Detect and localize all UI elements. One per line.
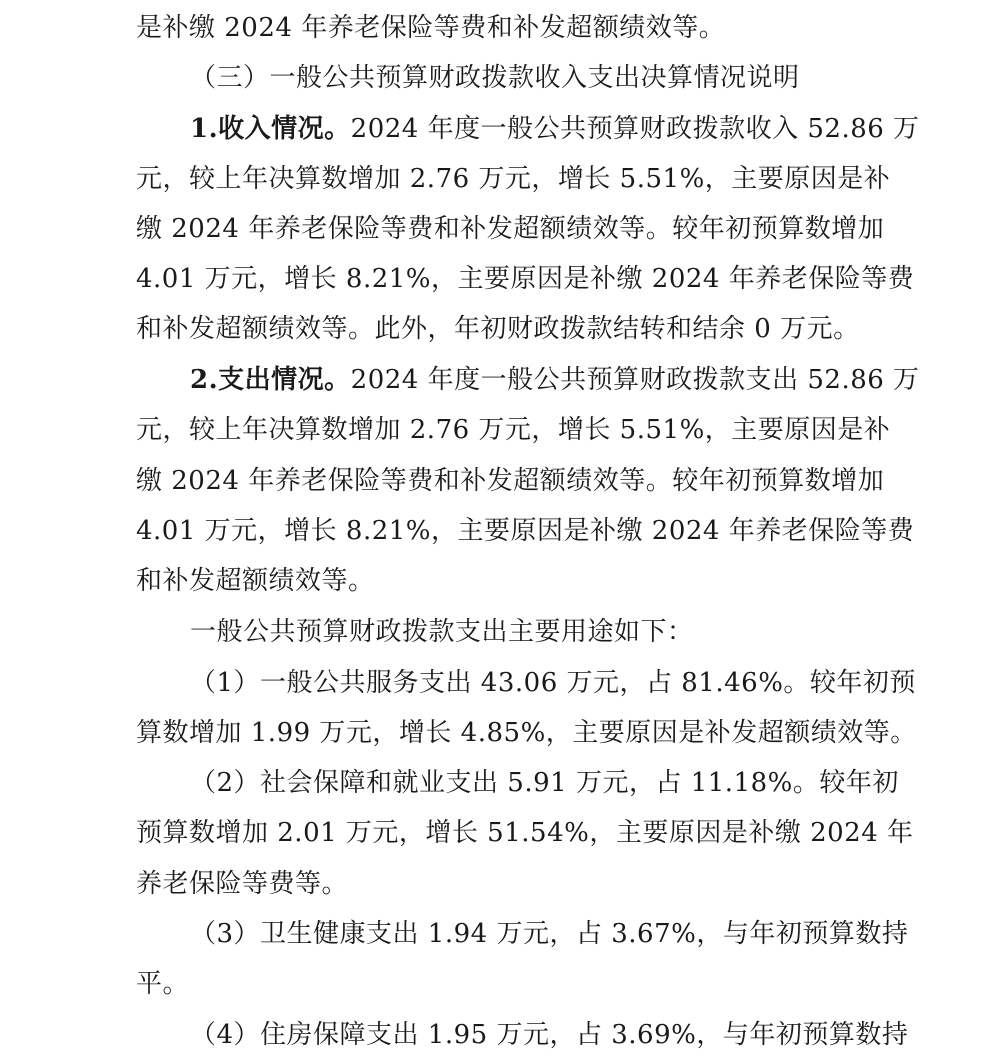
text-line: 4.01 万元，增长 8.21%，主要原因是补缴 2024 年养老保险等费 — [136, 264, 915, 294]
text-line: 和补发超额绩效等。此外，年初财政拨款结转和结余 0 万元。 — [136, 314, 860, 344]
text-line: 和补发超额绩效等。 — [136, 566, 375, 596]
text-line: 养老保险等费等。 — [136, 869, 349, 899]
subheading-income: 1.收入情况。 — [190, 114, 351, 144]
text-line: 一般公共预算财政拨款支出主要用途如下： — [190, 617, 694, 647]
text-line: 预算数增加 2.01 万元，增长 51.54%，主要原因是补缴 2024 年 — [136, 818, 914, 848]
text-run: 2024 年度一般公共预算财政拨款支出 52.86 万 — [350, 365, 920, 395]
text-line: （4）住房保障支出 1.95 万元，占 3.69%，与年初预算数持 — [190, 1020, 909, 1050]
text-line: 平。 — [136, 969, 190, 999]
text-line: 算数增加 1.99 万元，增长 4.85%，主要原因是补发超额绩效等。 — [136, 718, 917, 748]
text-line: 元，较上年决算数增加 2.76 万元，增长 5.51%，主要原因是补 — [136, 415, 891, 445]
text-line: 缴 2024 年养老保险等费和补发超额绩效等。较年初预算数增加 — [136, 466, 885, 496]
text-line: 缴 2024 年养老保险等费和补发超额绩效等。较年初预算数增加 — [136, 214, 885, 244]
text-line: 元，较上年决算数增加 2.76 万元，增长 5.51%，主要原因是补 — [136, 164, 891, 194]
text-line: （3）卫生健康支出 1.94 万元，占 3.67%，与年初预算数持 — [190, 919, 909, 949]
text-run: 2024 年度一般公共预算财政拨款收入 52.86 万 — [350, 114, 920, 144]
text-line: 是补缴 2024 年养老保险等费和补发超额绩效等。 — [136, 13, 726, 43]
paragraph-line — [190, 364, 920, 396]
subheading-expense: 2.支出情况。 — [190, 365, 351, 395]
paragraph-line — [190, 113, 920, 145]
text-line: （2）社会保障和就业支出 5.91 万元，占 11.18%。较年初 — [190, 768, 899, 798]
text-line: 4.01 万元，增长 8.21%，主要原因是补缴 2024 年养老保险等费 — [136, 516, 915, 546]
text-line: （1）一般公共服务支出 43.06 万元，占 81.46%。较年初预 — [190, 668, 916, 698]
section-heading: （三）一般公共预算财政拨款收入支出决算情况说明 — [190, 63, 800, 93]
